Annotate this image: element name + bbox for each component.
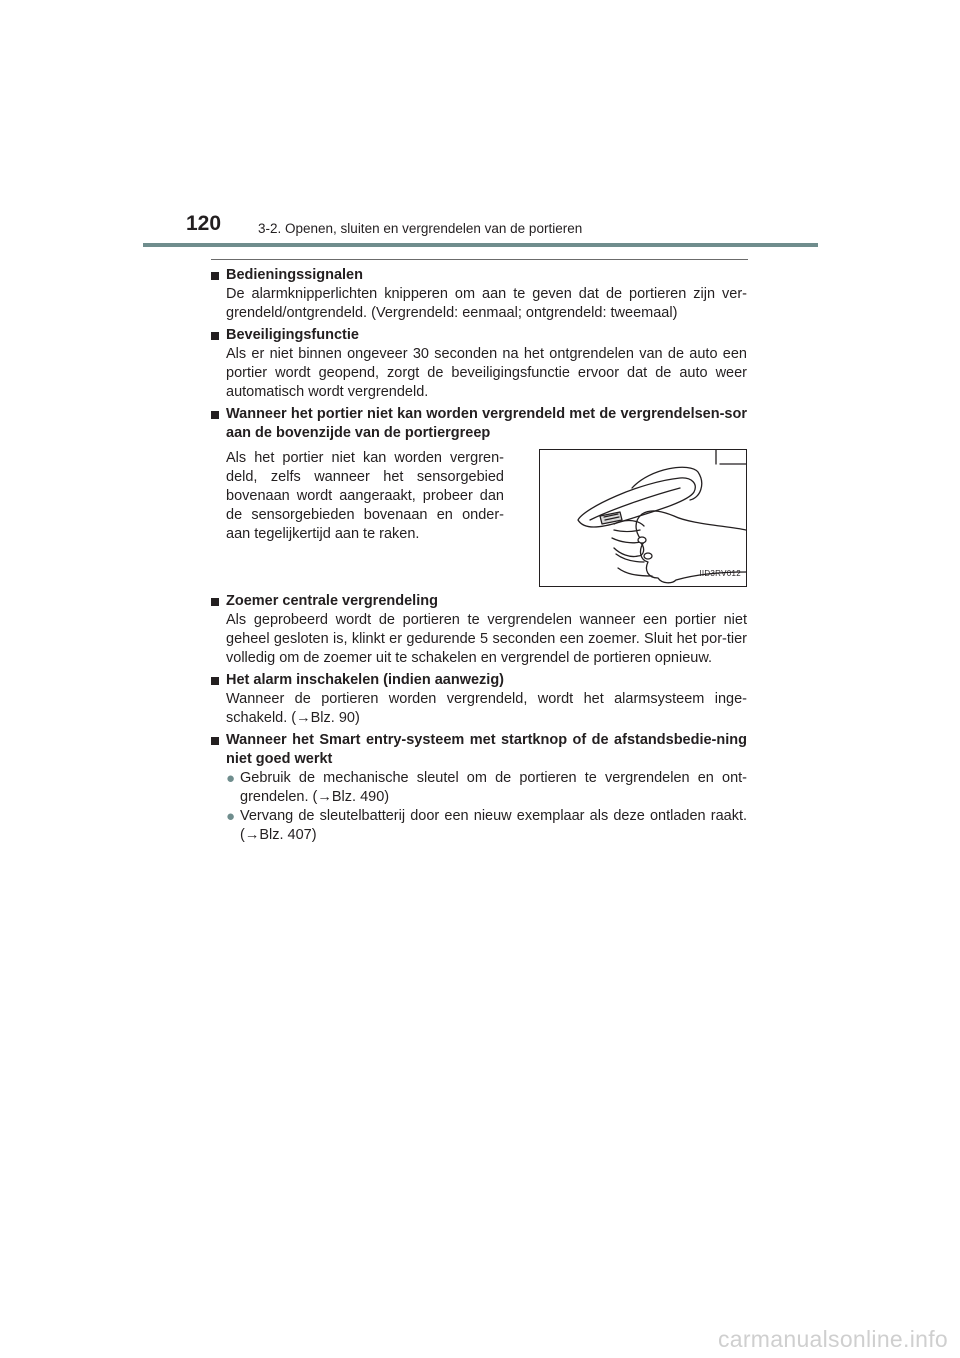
square-bullet-icon <box>211 737 219 745</box>
manual-content <box>211 266 747 848</box>
square-bullet-icon <box>211 332 219 340</box>
content-rule <box>211 259 748 260</box>
figure-id: IID3RV012 <box>699 569 741 578</box>
section-heading: Het alarm inschakelen (indien aanwezig) <box>226 672 504 688</box>
section-body: Wanneer de portieren worden vergrendeld, wordt het alarmsysteem inge-schakeld. (→Blz. 90) <box>226 691 747 726</box>
watermark: carmanualsonline.info <box>717 1326 948 1352</box>
section-body: Als het portier niet kan worden vergren-deld, zelfs wanneer het sensorgebied bovenaan wordt aangeraakt, probeer dan de sensorgebieden bovenaan en onder-aan tegelijkertijd aan te raken. <box>226 450 504 542</box>
list-item-text: Gebruik de mechanische sleutel om de portieren te vergrendelen en ont-grendelen. (→Blz. 490) <box>240 770 747 805</box>
circle-bullet-icon: ● <box>226 770 236 787</box>
list-item <box>226 769 747 807</box>
section-bedieningssignalen <box>211 266 747 323</box>
square-bullet-icon <box>211 411 219 419</box>
section-heading: Wanneer het Smart entry-systeem met startknop of de afstandsbedie-ning niet goed werkt <box>226 732 747 767</box>
chapter-title: 3-2. Openen, sluiten en vergrendelen van de portieren <box>258 221 583 236</box>
section-body: Als geprobeerd wordt de portieren te vergrendelen wanneer een portier niet geheel gesloten is, klinkt er gedurende 5 seconden een zoemer. Sluit het por-tier volledig om de zoemer uit te schakelen en vergrendel de portieren opnieuw. <box>226 612 747 666</box>
section-body: De alarmknipperlichten knipperen om aan te geven dat de portieren zijn ver-grendeld/ontgrendeld. (Vergrendeld: eenmaal; ontgrendeld: tweemaal) <box>226 286 747 321</box>
section-beveiligingsfunctie <box>211 326 747 402</box>
header-rule <box>143 243 818 247</box>
section-heading: Beveiligingsfunctie <box>226 327 359 343</box>
square-bullet-icon <box>211 598 219 606</box>
circle-bullet-icon: ● <box>226 808 236 825</box>
section-body: Als er niet binnen ongeveer 30 seconden na het ontgrendelen van de auto een portier wordt geopend, zorgt de beveiligingsfunctie ervoor dat de auto weer automatisch wordt vergrendeld. <box>226 346 747 400</box>
section-heading: Wanneer het portier niet kan worden vergrendeld met de vergrendelsen-sor aan de bovenzijde van de portiergreep <box>226 406 747 441</box>
section-smart-entry <box>211 731 747 845</box>
section-alarm <box>211 671 747 728</box>
section-heading: Zoemer centrale vergrendeling <box>226 593 438 609</box>
list-item <box>226 807 747 845</box>
list-item-text: Vervang de sleutelbatterij door een nieuw exemplaar als deze ontladen raakt. (→Blz. 407) <box>240 808 747 843</box>
door-handle-illustration <box>539 449 747 587</box>
section-zoemer <box>211 592 747 668</box>
square-bullet-icon <box>211 272 219 280</box>
section-vergrendelsensor <box>211 405 747 587</box>
section-heading: Bedieningssignalen <box>226 267 363 283</box>
square-bullet-icon <box>211 677 219 685</box>
page-number: 120 <box>186 212 222 235</box>
